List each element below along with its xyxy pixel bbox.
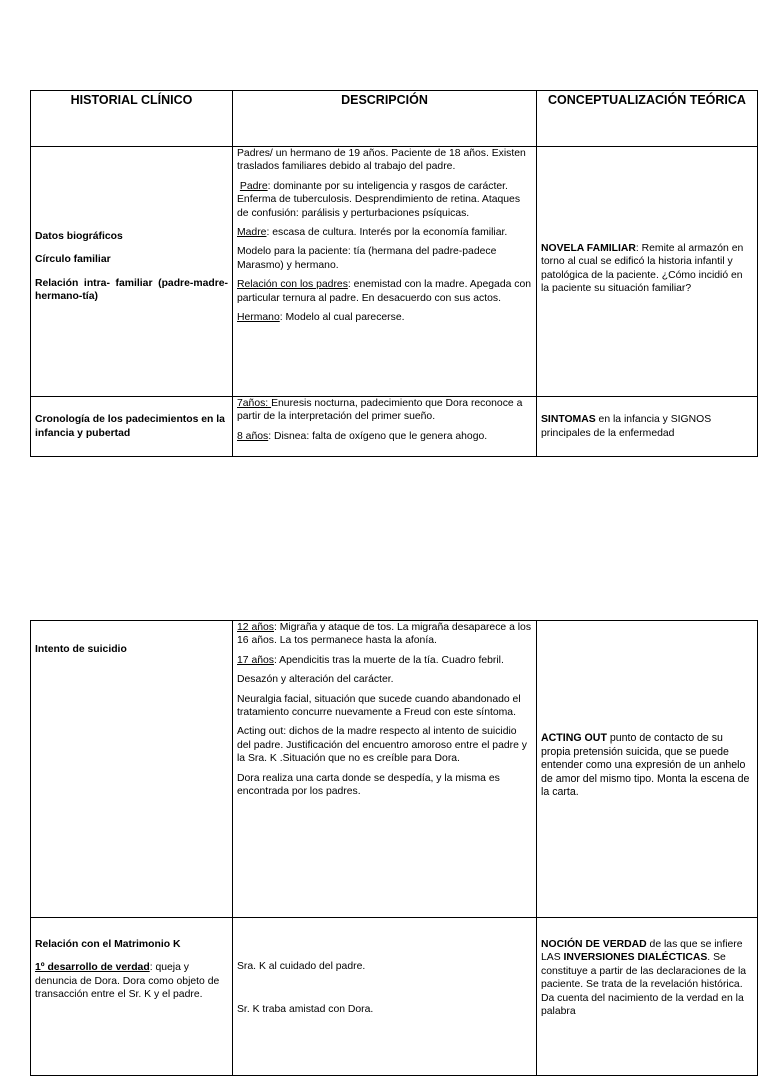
term-acting-out: ACTING OUT — [541, 732, 607, 745]
description-cell — [233, 147, 537, 397]
label-intento-suicidio: Intento de suicidio — [35, 644, 127, 655]
term-12-anos: 12 años — [237, 622, 274, 633]
table-row-intento-suicidio — [31, 621, 758, 918]
label-datos-biograficos: Datos biográficos — [35, 230, 123, 242]
concept-cell — [537, 918, 758, 1076]
header-conceptualizacion: CONCEPTUALIZACIÓN TEÓRICA — [537, 91, 758, 147]
desc-hermano-text: : Modelo al cual parecerse. — [279, 312, 405, 324]
term-8-anos: 8 años — [237, 430, 269, 442]
desc-7-anos — [237, 397, 532, 424]
concept-sintomas-text: en la infancia y SIGNOS principales de la enfermedad — [541, 414, 712, 439]
desc-relacion-padres-text: : enemistad con la madre. Apegada con particular ternura al padre. En desacuerdo con sus actos. — [237, 279, 532, 304]
term-novela-familiar: NOVELA FAMILIAR — [541, 242, 636, 254]
desc-madre — [237, 226, 532, 239]
term-desarrollo-verdad: 1º desarrollo de verdad — [35, 962, 150, 974]
concept-acting-out-text: punto de contacto de su propia pretensión suicida, que se puede entender como una expresión de un anhelo de amor del mismo tipo. Monta la escena de la carta. — [541, 732, 750, 799]
label-cronologia: Cronología de los padecimientos en la infancia y pubertad — [35, 414, 225, 439]
term-madre: Madre — [237, 227, 267, 239]
concept-novela-familiar — [541, 242, 753, 296]
term-sintomas: SINTOMAS — [541, 414, 596, 426]
desc-padre-text: : dominante por su inteligencia y rasgos de carácter. Enferma de tuberculosis. Desprendimiento de retina. Ataques de confusión: parálisis y perturbaciones psíquicas. — [237, 180, 521, 219]
row-label-cell — [31, 397, 233, 457]
description-cell — [233, 621, 537, 918]
concept-cell — [537, 397, 758, 457]
term-padre: Padre — [239, 180, 268, 192]
concept-cell — [537, 621, 758, 918]
desc-17-anos — [237, 654, 532, 667]
term-relacion-padres: Relación con los padres — [237, 279, 348, 291]
header-descripcion: DESCRIPCIÓN — [233, 91, 537, 147]
term-inversiones-dialecticas: INVERSIONES DIALÉCTICAS — [563, 952, 708, 964]
desc-8-anos — [237, 430, 532, 443]
row-label-cell — [31, 147, 233, 397]
header-historial: HISTORIAL CLÍNICO — [31, 91, 233, 147]
label-desarrollo-verdad — [35, 961, 228, 1001]
term-hermano: Hermano — [237, 312, 280, 324]
concept-acting-out — [541, 732, 753, 799]
clinical-history-table-bottom — [30, 620, 758, 1076]
concept-nocion-verdad: NOCIÓN DE VERDAD de las que se infiere LAS INVERSIONES DIALÉCTICAS. Se constituye a partir de las declaraciones de la paciente. Se trata de la revelación histórica. Da cuenta del nacimiento de la verdad en la palabra — [541, 939, 747, 1018]
concept-novela-text: : Remite al armazón en torno al cual se edificó la historia infantil y patológica de la paciente. ¿Cómo incidió en la paciente su situación familiar? — [541, 242, 744, 294]
desc-modelo: Modelo para la paciente: tía (hermana del padre-padece Marasmo) y hermano. — [237, 246, 497, 271]
desc-carta: Dora realiza una carta donde se despedía, y la misma es encontrada por los padres. — [237, 772, 500, 798]
label-circulo-familiar: Círculo familiar — [35, 254, 111, 266]
header-row — [31, 91, 758, 147]
description-cell — [233, 918, 537, 1076]
desc-madre-text: : escasa de cultura. Interés por la economía familiar. — [266, 227, 508, 239]
term-nocion-verdad: NOCIÓN DE VERDAD — [541, 939, 647, 950]
desc-padres-hermano: Padres/ un hermano de 19 años. Paciente de 18 años. Existen traslados familiares debido al trabajo del padre. — [237, 148, 526, 173]
row-label-cell — [31, 918, 233, 1076]
desc-sra-k: Sra. K al cuidado del padre. — [237, 961, 366, 972]
term-7-anos: 7años: — [237, 398, 272, 409]
description-cell — [233, 397, 537, 457]
desc-12-anos-text: : Migraña y ataque de tos. La migraña desaparece a los 16 años. La tos permanece hasta la afonía. — [237, 622, 532, 647]
label-relacion-intrafamiliar: Relación intra- familiar (padre-madre-hermano-tía) — [35, 277, 228, 302]
concept-sintomas — [541, 413, 753, 440]
desc-8-anos-text: : Disnea: falta de oxígeno que le genera ahogo. — [268, 430, 488, 442]
term-17-anos: 17 años — [237, 654, 274, 666]
desc-sr-k: Sr. K traba amistad con Dora. — [237, 1004, 374, 1016]
desc-desazon: Desazón y alteración del carácter. — [237, 674, 394, 686]
label-desarrollo-text: : queja y denuncia de Dora. Dora como objeto de transacción entre el Sr. K y el padre. — [35, 962, 220, 1001]
concept-cell — [537, 147, 758, 397]
desc-padre — [237, 180, 532, 220]
desc-12-anos — [237, 621, 532, 648]
row-label-cell — [31, 621, 233, 918]
desc-neuralgia: Neuralgia facial, situación que sucede cuando abandonado el tratamiento concurre nuevamente a Freud con este síntoma. — [237, 693, 521, 719]
table-row-matrimonio-k — [31, 918, 758, 1076]
table-row-cronologia — [31, 397, 758, 457]
table-row-datos-biograficos — [31, 147, 758, 397]
desc-17-anos-text: : Apendicitis tras la muerte de la tía. Cuadro febril. — [273, 654, 504, 666]
desc-acting-out: Acting out: dichos de la madre respecto al intento de suicidio del padre. Justificación del encuentro amoroso entre el padre y la Sra. K .Situación que no es creíble para Dora. — [237, 726, 527, 765]
label-matrimonio-k: Relación con el Matrimonio K — [35, 939, 181, 950]
clinical-history-table-top — [30, 90, 758, 457]
desc-relacion-padres — [237, 278, 532, 305]
desc-hermano — [237, 311, 532, 324]
desc-7-anos-text: Enuresis nocturna, padecimiento que Dora reconoce a partir de la interpretación del primer sueño. — [237, 398, 523, 423]
